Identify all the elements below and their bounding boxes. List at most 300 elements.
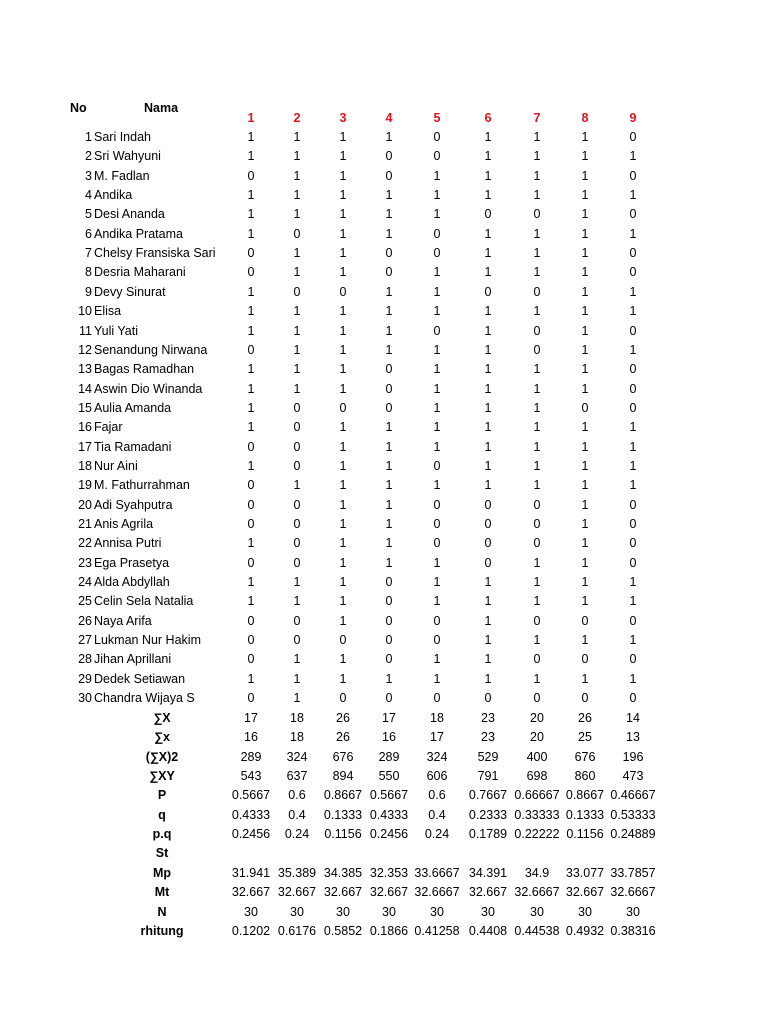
score-cell: 1 — [581, 517, 589, 531]
stat-value: 30 — [626, 905, 640, 919]
score-cell: 0 — [293, 459, 301, 473]
stat-value: 34.385 — [323, 866, 363, 880]
score-cell: 1 — [339, 459, 347, 473]
row-number: 4 — [85, 188, 92, 202]
score-cell: 0 — [433, 691, 441, 705]
stat-value: 30 — [481, 905, 495, 919]
student-name: Sari Indah — [94, 130, 151, 144]
score-cell: 1 — [484, 343, 492, 357]
score-cell: 1 — [433, 440, 441, 454]
student-name: Adi Syahputra — [94, 498, 173, 512]
score-cell: 1 — [533, 401, 541, 415]
score-cell: 0 — [339, 285, 347, 299]
stat-value: 0.6176 — [277, 924, 317, 938]
score-cell: 0 — [533, 498, 541, 512]
score-cell: 1 — [339, 382, 347, 396]
stat-value: 0.5667 — [231, 788, 271, 802]
row-number: 7 — [85, 246, 92, 260]
score-cell: 1 — [433, 188, 441, 202]
stat-value: 0.44538 — [514, 924, 560, 938]
stat-value: 0.4408 — [468, 924, 508, 938]
row-number: 12 — [78, 343, 92, 357]
score-cell: 0 — [629, 614, 637, 628]
stat-value: 26 — [336, 711, 350, 725]
score-cell: 1 — [339, 343, 347, 357]
stat-value: 30 — [530, 905, 544, 919]
score-cell: 0 — [629, 324, 637, 338]
student-name: Aulia Amanda — [94, 401, 172, 415]
score-cell: 0 — [533, 207, 541, 221]
score-cell: 1 — [293, 304, 301, 318]
student-name: Andika — [94, 188, 133, 202]
student-name: Senandung Nirwana — [94, 343, 208, 357]
stat-value: 26 — [336, 730, 350, 744]
score-cell: 1 — [339, 672, 347, 686]
score-cell: 1 — [293, 691, 301, 705]
item-header-3: 3 — [339, 111, 347, 125]
score-cell: 1 — [385, 343, 393, 357]
score-cell: 1 — [581, 324, 589, 338]
score-cell: 1 — [339, 536, 347, 550]
score-cell: 1 — [533, 556, 541, 570]
score-cell: 0 — [533, 324, 541, 338]
score-cell: 1 — [484, 652, 492, 666]
stat-value: 0.1333 — [323, 808, 363, 822]
stat-value: 289 — [240, 750, 262, 764]
stat-value: 23 — [481, 730, 495, 744]
stat-value: 0.4932 — [565, 924, 605, 938]
score-cell: 1 — [581, 285, 589, 299]
score-cell: 1 — [339, 575, 347, 589]
row-number: 15 — [78, 401, 92, 415]
score-cell: 1 — [339, 265, 347, 279]
score-cell: 1 — [339, 614, 347, 628]
stat-value: 32.667 — [468, 885, 508, 899]
score-cell: 0 — [629, 652, 637, 666]
student-name: Bagas Ramadhan — [94, 362, 195, 376]
score-cell: 1 — [385, 536, 393, 550]
student-name: Sri Wahyuni — [94, 149, 161, 163]
stat-label: p.q — [152, 827, 172, 841]
score-cell: 1 — [484, 440, 492, 454]
score-cell: 1 — [247, 575, 255, 589]
score-cell: 1 — [433, 285, 441, 299]
student-name: Lukman Nur Hakim — [94, 633, 201, 647]
stat-value: 23 — [481, 711, 495, 725]
score-cell: 0 — [484, 556, 492, 570]
stat-label: rhitung — [140, 924, 184, 938]
score-cell: 1 — [484, 382, 492, 396]
score-cell: 1 — [533, 227, 541, 241]
stat-value: 0.7667 — [468, 788, 508, 802]
stat-value: 324 — [426, 750, 448, 764]
stat-value: 606 — [426, 769, 448, 783]
row-number: 9 — [85, 285, 92, 299]
score-cell: 1 — [247, 207, 255, 221]
stat-value: 0.4333 — [369, 808, 409, 822]
score-cell: 1 — [247, 227, 255, 241]
score-cell: 0 — [433, 227, 441, 241]
score-cell: 1 — [385, 672, 393, 686]
score-cell: 1 — [581, 227, 589, 241]
score-cell: 1 — [629, 575, 637, 589]
stat-label: q — [158, 808, 166, 822]
score-cell: 1 — [247, 188, 255, 202]
score-cell: 0 — [339, 401, 347, 415]
score-cell: 0 — [629, 362, 637, 376]
stat-value: 17 — [244, 711, 258, 725]
score-cell: 0 — [247, 478, 255, 492]
stat-value: 529 — [477, 750, 499, 764]
stat-value: 0.1789 — [468, 827, 508, 841]
row-number: 11 — [79, 324, 92, 338]
row-number: 30 — [78, 691, 92, 705]
score-cell: 1 — [433, 207, 441, 221]
student-name: Chelsy Fransiska Sari — [94, 246, 216, 260]
row-number: 27 — [78, 633, 92, 647]
stat-value: 33.7857 — [610, 866, 656, 880]
score-cell: 1 — [339, 149, 347, 163]
stat-value: 676 — [332, 750, 354, 764]
row-number: 16 — [78, 420, 92, 434]
stat-value: 16 — [382, 730, 396, 744]
score-cell: 0 — [533, 536, 541, 550]
stat-value: 0.6 — [428, 788, 446, 802]
score-cell: 0 — [484, 517, 492, 531]
row-number: 5 — [85, 207, 92, 221]
stat-value: 30 — [244, 905, 258, 919]
stat-value: 33.6667 — [414, 866, 460, 880]
score-cell: 0 — [629, 382, 637, 396]
stat-value: 30 — [290, 905, 304, 919]
score-cell: 1 — [581, 246, 589, 260]
score-cell: 1 — [385, 420, 393, 434]
score-cell: 1 — [339, 517, 347, 531]
score-cell: 1 — [533, 594, 541, 608]
score-cell: 0 — [247, 614, 255, 628]
score-cell: 0 — [385, 169, 393, 183]
row-number: 21 — [78, 517, 92, 531]
stat-value: 0.22222 — [514, 827, 560, 841]
score-cell: 1 — [385, 130, 393, 144]
score-cell: 1 — [629, 594, 637, 608]
score-cell: 1 — [385, 556, 393, 570]
stat-value: 473 — [622, 769, 644, 783]
score-cell: 1 — [533, 149, 541, 163]
stat-value: 30 — [336, 905, 350, 919]
stat-value: 860 — [574, 769, 596, 783]
score-cell: 0 — [247, 169, 255, 183]
score-cell: 1 — [484, 594, 492, 608]
score-cell: 1 — [433, 575, 441, 589]
score-cell: 1 — [433, 265, 441, 279]
score-cell: 1 — [293, 343, 301, 357]
stat-value: 20 — [530, 730, 544, 744]
score-cell: 1 — [433, 672, 441, 686]
score-cell: 0 — [247, 343, 255, 357]
score-cell: 0 — [533, 614, 541, 628]
stat-label: ∑x — [154, 730, 170, 744]
score-cell: 1 — [433, 556, 441, 570]
score-cell: 0 — [293, 517, 301, 531]
student-name: Naya Arifa — [94, 614, 152, 628]
score-cell: 0 — [293, 420, 301, 434]
row-number: 2 — [85, 149, 92, 163]
score-cell: 1 — [484, 672, 492, 686]
student-name: Ega Prasetya — [94, 556, 170, 570]
score-cell: 1 — [339, 420, 347, 434]
score-cell: 1 — [385, 517, 393, 531]
score-cell: 1 — [385, 440, 393, 454]
score-cell: 0 — [433, 246, 441, 260]
score-cell: 0 — [293, 401, 301, 415]
stat-value: 0.1156 — [566, 827, 604, 841]
stat-value: 32.6667 — [610, 885, 656, 899]
stat-value: 0.41258 — [414, 924, 460, 938]
stat-value: 18 — [290, 711, 304, 725]
score-cell: 1 — [533, 169, 541, 183]
row-number: 25 — [78, 594, 92, 608]
score-cell: 1 — [581, 188, 589, 202]
score-cell: 0 — [247, 556, 255, 570]
score-cell: 1 — [581, 498, 589, 512]
row-number: 14 — [78, 382, 92, 396]
score-cell: 1 — [484, 401, 492, 415]
score-cell: 1 — [581, 343, 589, 357]
score-cell: 1 — [293, 324, 301, 338]
score-cell: 1 — [533, 382, 541, 396]
score-cell: 0 — [293, 285, 301, 299]
score-cell: 1 — [629, 440, 637, 454]
score-cell: 1 — [533, 304, 541, 318]
stat-value: 0.2456 — [231, 827, 271, 841]
stat-label: P — [157, 788, 167, 802]
score-cell: 0 — [484, 207, 492, 221]
score-cell: 0 — [484, 498, 492, 512]
score-cell: 1 — [247, 401, 255, 415]
score-cell: 0 — [533, 691, 541, 705]
score-cell: 1 — [433, 169, 441, 183]
score-cell: 1 — [581, 536, 589, 550]
stat-value: 0.4 — [288, 808, 306, 822]
score-cell: 1 — [385, 227, 393, 241]
score-cell: 1 — [533, 672, 541, 686]
score-cell: 1 — [293, 575, 301, 589]
stat-value: 0.24 — [284, 827, 310, 841]
student-name: Elisa — [94, 304, 122, 318]
score-cell: 1 — [293, 265, 301, 279]
score-cell: 1 — [339, 246, 347, 260]
student-name: Celin Sela Natalia — [94, 594, 194, 608]
score-cell: 1 — [385, 324, 393, 338]
stat-value: 18 — [430, 711, 444, 725]
score-cell: 1 — [581, 130, 589, 144]
stat-value: 30 — [382, 905, 396, 919]
stat-value: 0.5852 — [323, 924, 363, 938]
score-cell: 1 — [581, 459, 589, 473]
item-header-9: 9 — [629, 111, 637, 125]
score-cell: 0 — [629, 265, 637, 279]
score-cell: 1 — [433, 382, 441, 396]
stat-value — [603, 845, 663, 861]
student-name: M. Fadlan — [94, 169, 150, 183]
score-cell: 1 — [581, 304, 589, 318]
score-cell: 1 — [533, 188, 541, 202]
score-cell: 1 — [484, 265, 492, 279]
item-header-6: 6 — [484, 111, 492, 125]
stat-label: Mp — [152, 866, 172, 880]
score-cell: 1 — [293, 594, 301, 608]
row-number: 13 — [78, 362, 92, 376]
stat-label: (∑X)2 — [145, 750, 179, 764]
score-cell: 0 — [629, 556, 637, 570]
score-cell: 1 — [484, 324, 492, 338]
score-cell: 1 — [533, 246, 541, 260]
score-cell: 0 — [484, 285, 492, 299]
score-cell: 0 — [339, 691, 347, 705]
score-cell: 0 — [385, 382, 393, 396]
stat-value: 20 — [530, 711, 544, 725]
score-cell: 1 — [629, 420, 637, 434]
score-cell: 0 — [484, 536, 492, 550]
stat-label: N — [157, 905, 167, 919]
score-cell: 1 — [293, 672, 301, 686]
score-cell: 1 — [293, 478, 301, 492]
score-cell: 1 — [385, 188, 393, 202]
score-cell: 1 — [484, 633, 492, 647]
score-cell: 1 — [581, 149, 589, 163]
score-cell: 0 — [581, 401, 589, 415]
score-cell: 1 — [484, 149, 492, 163]
score-cell: 1 — [581, 362, 589, 376]
score-cell: 1 — [339, 440, 347, 454]
score-cell: 1 — [533, 130, 541, 144]
item-header-1: 1 — [247, 111, 255, 125]
score-cell: 1 — [533, 265, 541, 279]
score-cell: 1 — [339, 594, 347, 608]
stat-value: 32.6667 — [514, 885, 560, 899]
score-cell: 0 — [629, 401, 637, 415]
score-cell: 1 — [484, 304, 492, 318]
score-cell: 0 — [433, 614, 441, 628]
score-cell: 1 — [484, 246, 492, 260]
score-cell: 0 — [247, 246, 255, 260]
score-cell: 0 — [533, 517, 541, 531]
score-cell: 1 — [484, 478, 492, 492]
stat-value: 0.8667 — [323, 788, 363, 802]
score-cell: 1 — [484, 420, 492, 434]
student-name: Jihan Aprillani — [94, 652, 172, 666]
stat-value: 0.4333 — [231, 808, 271, 822]
score-cell: 0 — [629, 130, 637, 144]
score-cell: 1 — [385, 478, 393, 492]
score-cell: 1 — [247, 382, 255, 396]
stat-value: 0.33333 — [514, 808, 560, 822]
score-cell: 1 — [247, 536, 255, 550]
stat-value: 637 — [286, 769, 308, 783]
score-cell: 1 — [629, 478, 637, 492]
score-cell: 1 — [339, 362, 347, 376]
stat-value: 0.66667 — [514, 788, 560, 802]
stat-value: 0.2456 — [369, 827, 409, 841]
stat-value: 31.941 — [231, 866, 271, 880]
stat-label: Mt — [154, 885, 170, 899]
row-number: 22 — [78, 536, 92, 550]
student-name: Nur Aini — [94, 459, 138, 473]
score-cell: 1 — [581, 478, 589, 492]
stat-value: 0.2333 — [468, 808, 508, 822]
score-cell: 0 — [385, 246, 393, 260]
score-cell: 0 — [293, 633, 301, 647]
score-cell: 1 — [581, 420, 589, 434]
score-cell: 1 — [247, 324, 255, 338]
score-cell: 0 — [533, 652, 541, 666]
score-cell: 1 — [293, 207, 301, 221]
score-cell: 0 — [629, 207, 637, 221]
score-cell: 1 — [433, 362, 441, 376]
score-cell: 1 — [293, 382, 301, 396]
row-number: 10 — [78, 304, 92, 318]
stat-value: 196 — [622, 750, 644, 764]
score-cell: 1 — [533, 459, 541, 473]
stat-value: 18 — [290, 730, 304, 744]
score-cell: 1 — [533, 478, 541, 492]
score-cell: 1 — [293, 362, 301, 376]
score-cell: 0 — [293, 536, 301, 550]
score-cell: 1 — [247, 130, 255, 144]
stat-value: 400 — [526, 750, 548, 764]
score-cell: 1 — [533, 420, 541, 434]
stat-value: 30 — [578, 905, 592, 919]
score-cell: 1 — [293, 149, 301, 163]
score-cell: 1 — [533, 440, 541, 454]
stat-value: 0.6 — [288, 788, 306, 802]
score-cell: 0 — [581, 652, 589, 666]
score-cell: 0 — [293, 440, 301, 454]
item-header-4: 4 — [385, 111, 393, 125]
score-cell: 1 — [433, 594, 441, 608]
score-cell: 0 — [433, 324, 441, 338]
stat-label: ∑X — [153, 711, 171, 725]
score-cell: 1 — [247, 420, 255, 434]
stat-value: 0.46667 — [610, 788, 656, 802]
column-header-nama: Nama — [144, 101, 179, 115]
score-cell: 1 — [484, 614, 492, 628]
stat-value: 30 — [430, 905, 444, 919]
score-cell: 0 — [293, 614, 301, 628]
score-cell: 1 — [339, 498, 347, 512]
score-cell: 1 — [339, 652, 347, 666]
score-cell: 1 — [581, 594, 589, 608]
row-number: 24 — [78, 575, 92, 589]
score-cell: 1 — [581, 207, 589, 221]
stat-value: 0.1202 — [231, 924, 271, 938]
score-cell: 1 — [484, 130, 492, 144]
score-cell: 1 — [581, 672, 589, 686]
score-cell: 1 — [629, 672, 637, 686]
row-number: 29 — [78, 672, 92, 686]
score-cell: 0 — [433, 149, 441, 163]
score-cell: 0 — [247, 265, 255, 279]
score-cell: 1 — [385, 285, 393, 299]
score-cell: 0 — [433, 517, 441, 531]
score-cell: 1 — [385, 207, 393, 221]
stat-value: 0.38316 — [610, 924, 656, 938]
student-name: Aswin Dio Winanda — [94, 382, 203, 396]
score-cell: 1 — [247, 362, 255, 376]
stat-value: 894 — [332, 769, 354, 783]
score-cell: 1 — [629, 285, 637, 299]
